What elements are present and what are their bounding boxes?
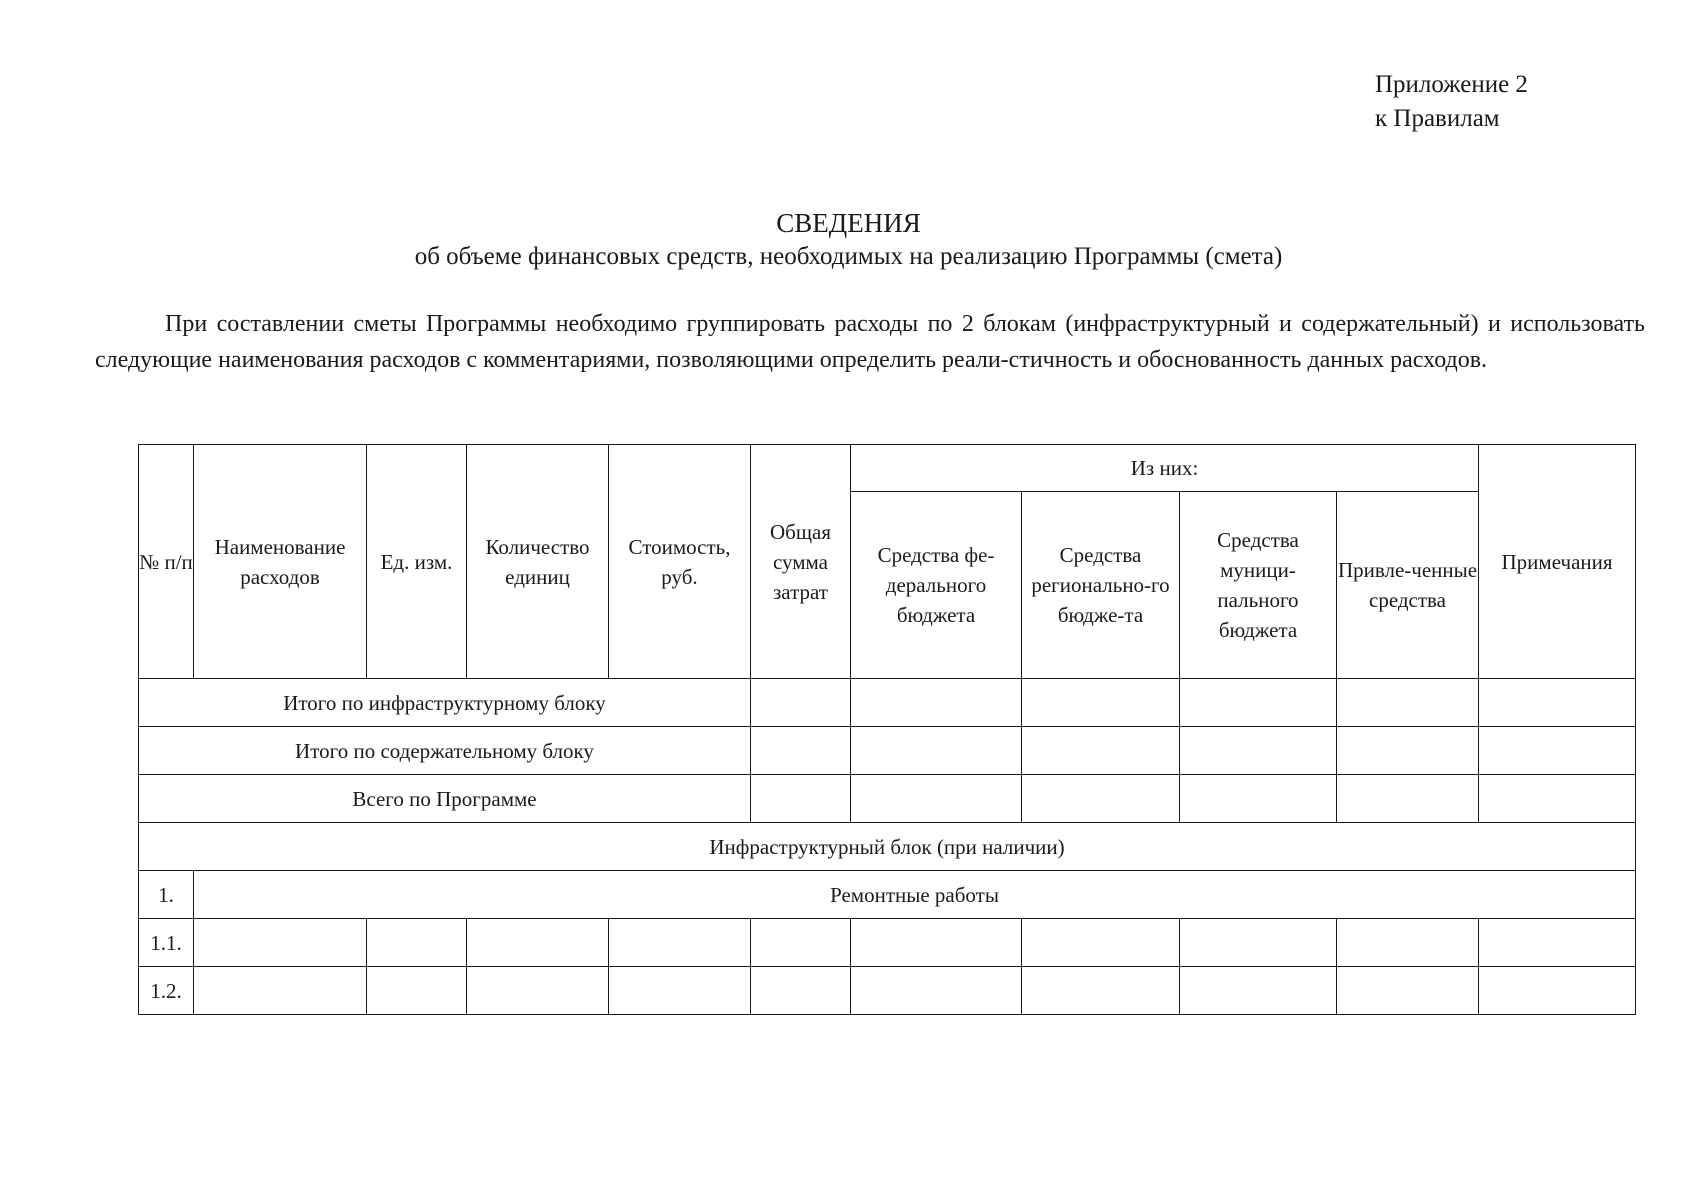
- block-title-row: [139, 823, 1636, 871]
- header-unit: Ед. изм.: [367, 445, 467, 679]
- table-cell: [851, 727, 1022, 775]
- table-cell: [851, 775, 1022, 823]
- document-title: СВЕДЕНИЯ: [776, 208, 921, 238]
- header-row-1: [139, 445, 1636, 492]
- header-municipal: Средства муници-пального бюджета: [1180, 492, 1337, 679]
- table-cell: [1180, 967, 1337, 1015]
- table-cell: [194, 919, 367, 967]
- header-total: Общая сумма затрат: [751, 445, 851, 679]
- table-cell: [851, 679, 1022, 727]
- summary-label: Итого по содержательному блоку: [139, 727, 751, 775]
- appendix-line-1: Приложение 2: [1375, 71, 1528, 98]
- header-federal: Средства фе-дерального бюджета: [851, 492, 1022, 679]
- table-cell: [609, 919, 751, 967]
- table-cell: [1180, 919, 1337, 967]
- table-cell: [367, 919, 467, 967]
- table-cell: [751, 679, 851, 727]
- table-cell: [1337, 727, 1479, 775]
- summary-row-content: [139, 727, 1636, 775]
- summary-label: Всего по Программе: [139, 775, 751, 823]
- table-cell: [1022, 775, 1180, 823]
- header-cost: Стоимость, руб.: [609, 445, 751, 679]
- header-attracted: Привле-ченные средства: [1337, 492, 1479, 679]
- summary-row-infrastructure: [139, 679, 1636, 727]
- estimate-table: [138, 444, 1636, 1015]
- table-cell: [1337, 967, 1479, 1015]
- row-number: 1.2.: [139, 967, 194, 1015]
- document-subtitle: об объеме финансовых средств, необходимых на реализацию Программы (смета): [414, 243, 1283, 270]
- table-cell: [751, 967, 851, 1015]
- table-cell: [1337, 679, 1479, 727]
- section-number: 1.: [139, 871, 194, 919]
- header-name: Наименование расходов: [194, 445, 367, 679]
- table-cell: [1022, 679, 1180, 727]
- table-cell: [467, 967, 609, 1015]
- intro-paragraph: При составлении сметы Программы необходимо группировать расходы по 2 блокам (инфраструктурный и содержательный) и использовать следующие наименования расходов с комментариями, позволяющими определить реали-стичность и обоснованность данных расходов.: [95, 311, 1645, 373]
- appendix-label: [1375, 68, 1528, 136]
- header-num: № п/п: [139, 445, 194, 679]
- table-row: [139, 967, 1636, 1015]
- table-cell: [851, 919, 1022, 967]
- summary-label: Итого по инфраструктурному блоку: [139, 679, 751, 727]
- table-cell: [1022, 919, 1180, 967]
- table-cell: [1022, 727, 1180, 775]
- block-title: Инфраструктурный блок (при наличии): [139, 823, 1636, 871]
- table-cell: [1022, 967, 1180, 1015]
- table-cell: [751, 727, 851, 775]
- section-row: [139, 871, 1636, 919]
- table-cell: [367, 967, 467, 1015]
- table-cell: [1479, 775, 1636, 823]
- table-cell: [751, 919, 851, 967]
- table-cell: [851, 967, 1022, 1015]
- table-cell: [1337, 775, 1479, 823]
- table-cell: [1479, 727, 1636, 775]
- table-cell: [1479, 967, 1636, 1015]
- header-of-which: Из них:: [851, 445, 1479, 492]
- summary-row-total: [139, 775, 1636, 823]
- table-cell: [1180, 679, 1337, 727]
- appendix-line-2: к Правилам: [1375, 105, 1500, 132]
- row-number: 1.1.: [139, 919, 194, 967]
- table-cell: [467, 919, 609, 967]
- header-notes: Примечания: [1479, 445, 1636, 679]
- section-title: Ремонтные работы: [194, 871, 1636, 919]
- table-cell: [751, 775, 851, 823]
- table-row: [139, 919, 1636, 967]
- header-regional: Средства регионально-го бюдже-та: [1022, 492, 1180, 679]
- table-cell: [1180, 775, 1337, 823]
- table-cell: [1337, 919, 1479, 967]
- table-cell: [194, 967, 367, 1015]
- table-cell: [1479, 679, 1636, 727]
- table-cell: [1479, 919, 1636, 967]
- table-cell: [1180, 727, 1337, 775]
- table-cell: [609, 967, 751, 1015]
- header-quantity: Количество единиц: [467, 445, 609, 679]
